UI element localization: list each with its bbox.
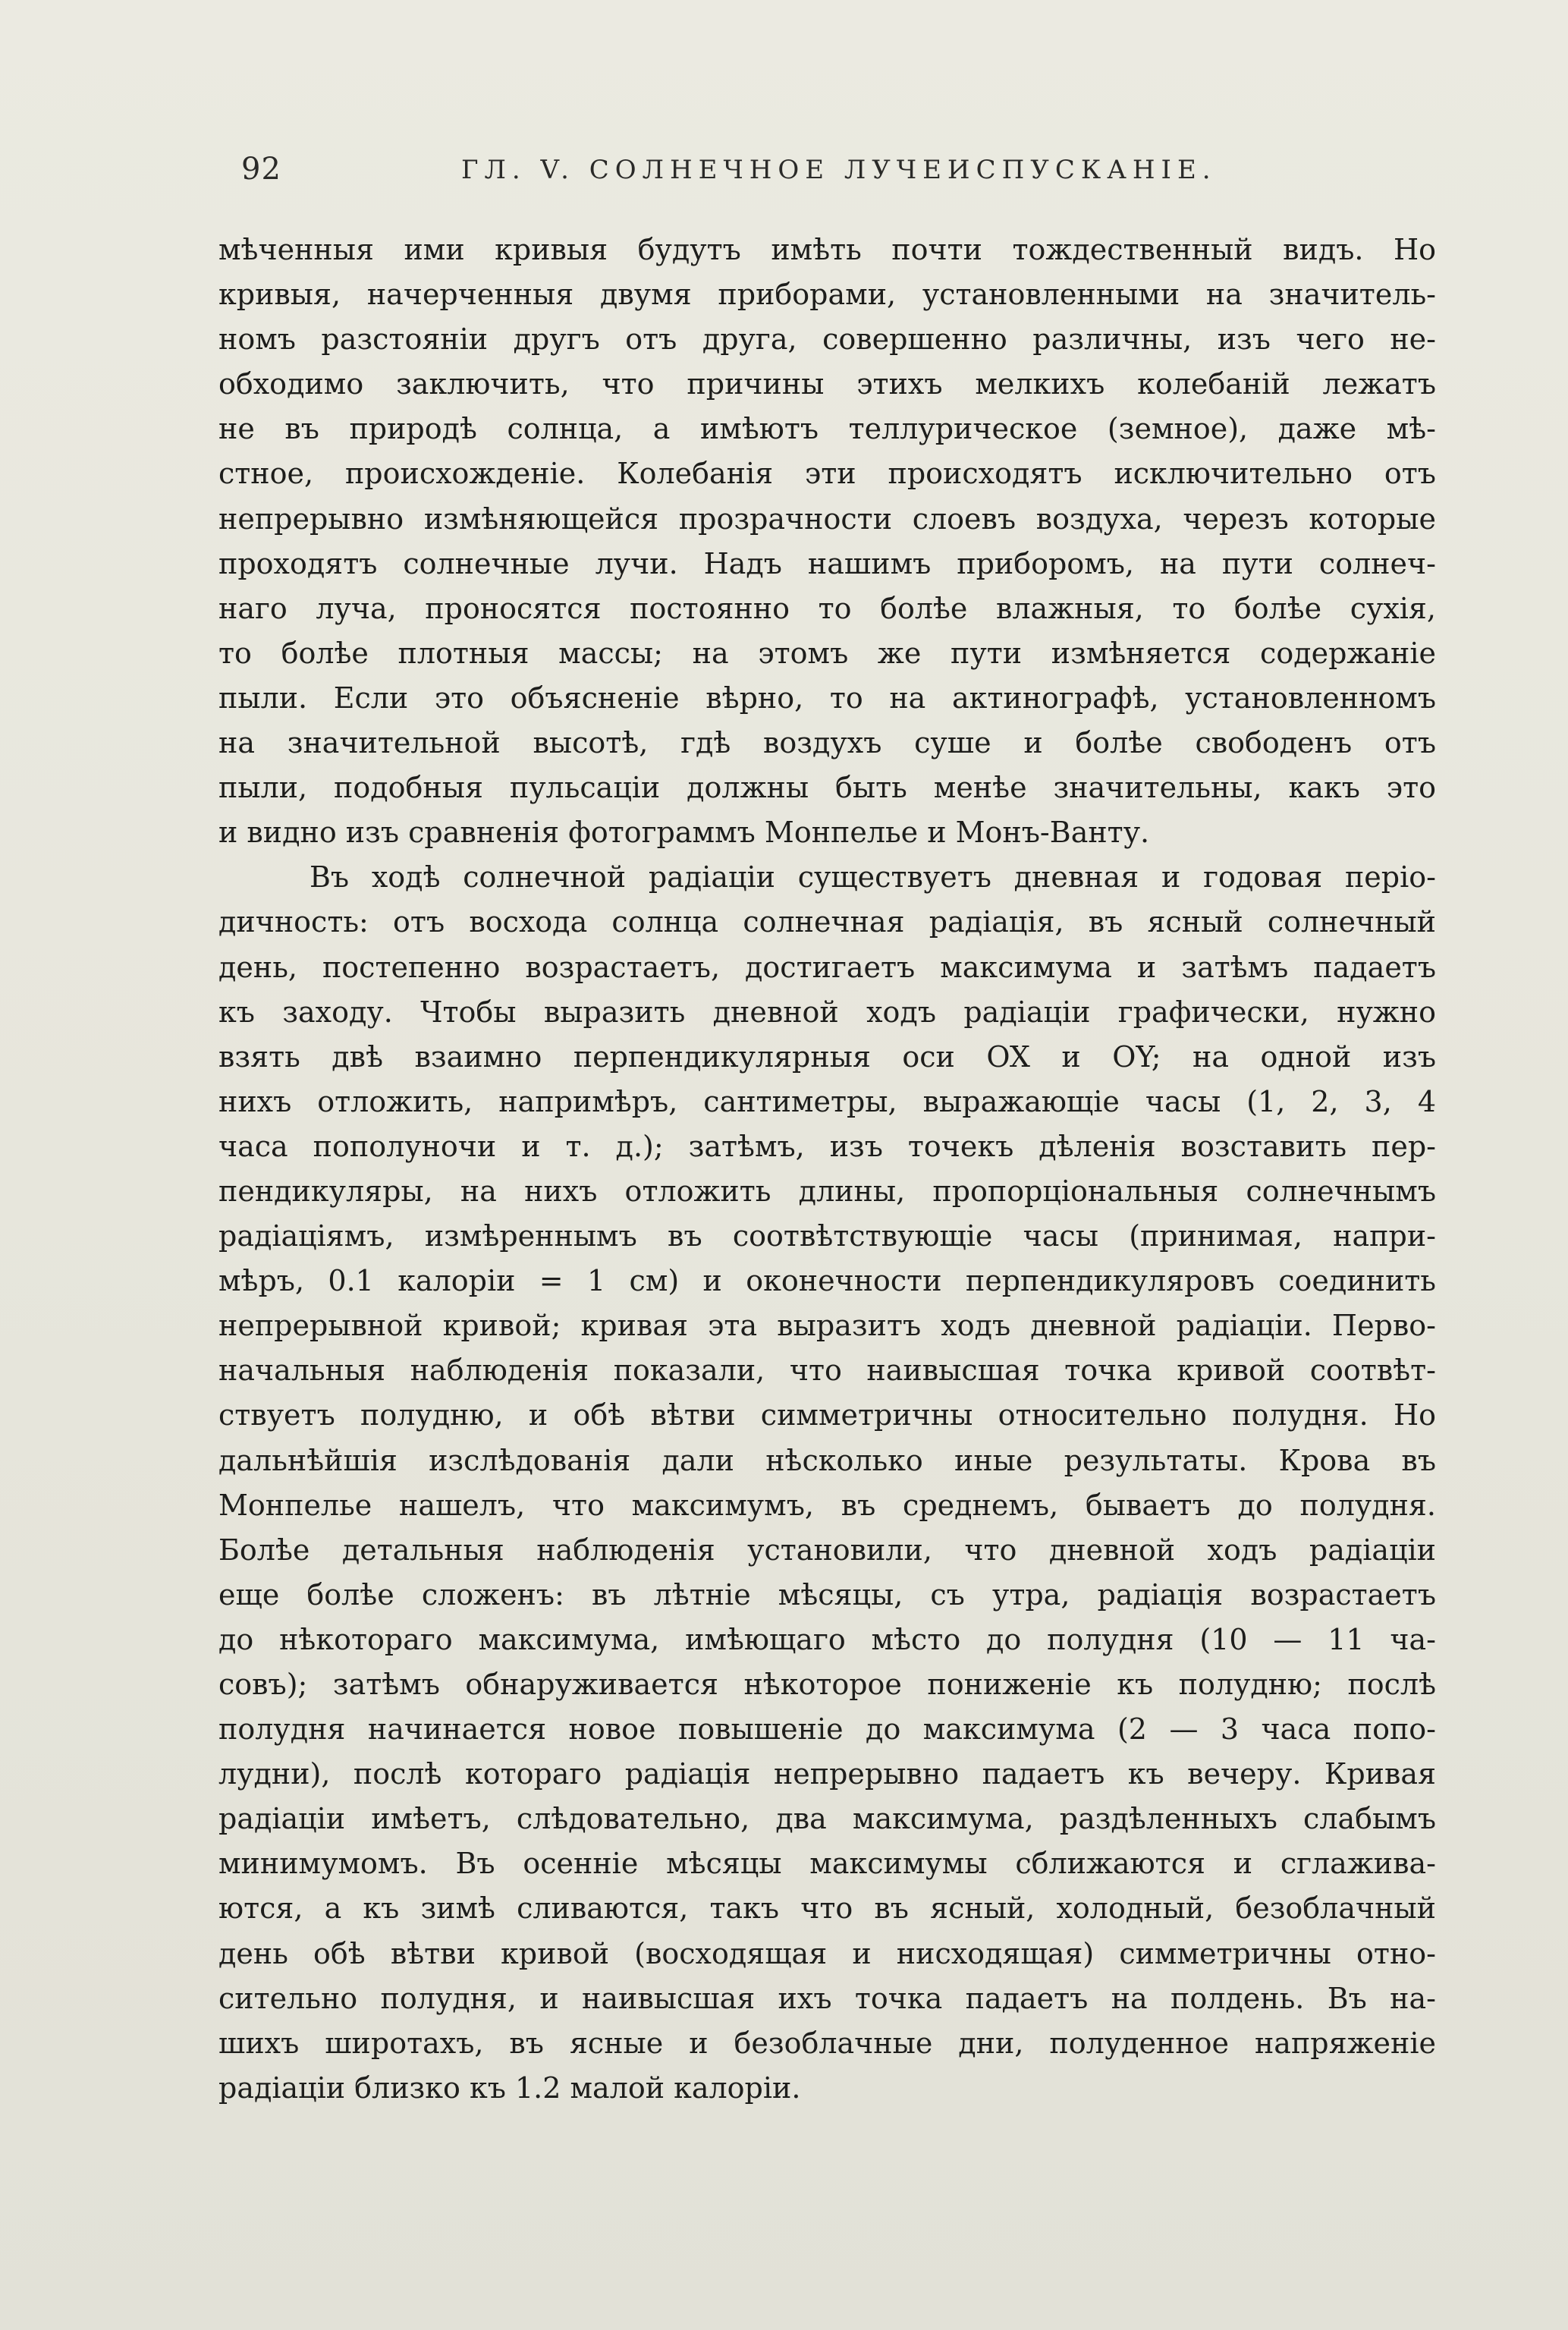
text-line: дичность: отъ восхода солнца солнечная радіація, въ ясный солнечный xyxy=(218,905,1436,939)
text-line: ются, а къ зимѣ сливаются, такъ что въ ясный, холодный, безоблачный xyxy=(218,1891,1436,1926)
text-line: номъ разстояніи другъ отъ друга, совершенно различны, изъ чего не- xyxy=(218,322,1436,357)
text-line: Болѣе детальныя наблюденія установили, что дневной ходъ радіаціи xyxy=(218,1533,1436,1567)
text-line: стное, происхожденіе. Колебанія эти происходятъ исключительно отъ xyxy=(218,457,1436,491)
text-line: до нѣкотораго максимума, имѣющаго мѣсто до полудня (10 — 11 ча- xyxy=(218,1622,1436,1656)
text-line: радіаціи имѣетъ, слѣдовательно, два максимума, раздѣленныхъ слабымъ xyxy=(218,1802,1436,1836)
text-line: пыли. Если это объясненіе вѣрно, то на актинографѣ, установленномъ xyxy=(218,681,1436,715)
text-line: къ заходу. Чтобы выразить дневной ходъ радіаціи графически, нужно xyxy=(218,995,1436,1029)
text-line: обходимо заключить, что причины этихъ мелкихъ колебаній лежатъ xyxy=(218,367,1436,401)
text-line: непрерывной кривой; кривая эта выразитъ ходъ дневной радіаціи. Перво- xyxy=(218,1309,1436,1343)
paragraph-2 xyxy=(218,855,1436,2111)
text-line: часа пополуночи и т. д.); затѣмъ, изъ точекъ дѣленія возставить пер- xyxy=(218,1129,1436,1163)
text-line: не въ природѣ солнца, а имѣютъ теллурическое (земное), даже мѣ- xyxy=(218,412,1436,446)
text-line: начальныя наблюденія показали, что наивысшая точка кривой соотвѣт- xyxy=(218,1354,1436,1388)
text-line: на значительной высотѣ, гдѣ воздухъ суше и болѣе свободенъ отъ xyxy=(218,726,1436,760)
text-line: минимумомъ. Въ осенніе мѣсяцы максимумы сближаются и сглажива- xyxy=(218,1847,1436,1881)
text-line: кривыя, начерченныя двумя приборами, установленными на значитель- xyxy=(218,278,1436,312)
text-line: радіаціи близко къ 1.2 малой калоріи. xyxy=(218,2071,801,2105)
text-line: дальнѣйшія изслѣдованія дали нѣсколько иные результаты. Крова въ xyxy=(218,1443,1436,1477)
running-head xyxy=(241,152,1455,197)
text-line: день, постепенно возрастаетъ, достигаетъ максимума и затѣмъ падаетъ xyxy=(218,950,1436,984)
text-line: полудня начинается новое повышеніе до максимума (2 — 3 часа попо- xyxy=(218,1712,1436,1747)
text-line: пендикуляры, на нихъ отложить длины, пропорціональныя солнечнымъ xyxy=(218,1174,1436,1208)
text-line: взять двѣ взаимно перпендикулярныя оси OX и OY; на одной изъ xyxy=(218,1039,1436,1074)
text-line: ствуетъ полудню, и обѣ вѣтви симметричны относительно полудня. Но xyxy=(218,1398,1436,1432)
text-line: шихъ широтахъ, въ ясные и безоблачные дни, полуденное напряженіе xyxy=(218,2026,1436,2060)
text-line: еще болѣе сложенъ: въ лѣтніе мѣсяцы, съ утра, радіація возрастаетъ xyxy=(218,1577,1436,1612)
text-line: непрерывно измѣняющейся прозрачности слоевъ воздуха, черезъ которые xyxy=(218,502,1436,536)
text-line: совъ); затѣмъ обнаруживается нѣкоторое пониженіе къ полудню; послѣ xyxy=(218,1668,1436,1701)
body-text xyxy=(218,228,1436,2111)
text-line: Въ ходѣ солнечной радіаціи существуетъ дневная и годовая періо- xyxy=(310,860,1436,895)
text-line: наго луча, проносятся постоянно то болѣе влажныя, то болѣе сухія, xyxy=(218,591,1436,625)
page-number: 92 xyxy=(241,152,281,187)
text-line: мѣръ, 0.1 калоріи = 1 см) и оконечности перпендикуляровъ соединить xyxy=(218,1264,1436,1298)
text-line: лудни), послѣ котораго радіація непрерывно падаетъ къ вечеру. Кривая xyxy=(218,1757,1436,1791)
text-line: и видно изъ сравненія фотограммъ Монпелье и Монъ-Ванту. xyxy=(218,816,1150,850)
text-line: Монпелье нашелъ, что максимумъ, въ среднемъ, бываетъ до полудня. xyxy=(218,1488,1436,1522)
text-line: день обѣ вѣтви кривой (восходящая и нисходящая) симметричны отно- xyxy=(218,1936,1436,1970)
text-line: проходятъ солнечные лучи. Надъ нашимъ приборомъ, на пути солнеч- xyxy=(218,546,1436,580)
text-line: пыли, подобныя пульсаціи должны быть менѣе значительны, какъ это xyxy=(218,771,1436,805)
text-line: радіаціямъ, измѣреннымъ въ соотвѣтствующіе часы (принимая, напри- xyxy=(218,1219,1436,1253)
text-line: сительно полудня, и наивысшая ихъ точка падаетъ на полдень. Въ на- xyxy=(218,1981,1436,2015)
chapter-title: ГЛ. V. СОЛНЕЧНОЕ ЛУЧЕИСПУСКАНІЕ. xyxy=(461,155,1217,185)
text-line: то болѣе плотныя массы; на этомъ же пути измѣняется содержаніе xyxy=(218,636,1436,670)
paragraph-1 xyxy=(218,228,1436,855)
text-line: нихъ отложить, напримѣръ, сантиметры, выражающіе часы (1, 2, 3, 4 xyxy=(218,1084,1436,1118)
text-line: мѣченныя ими кривыя будутъ имѣть почти тождественный видъ. Но xyxy=(218,233,1436,266)
